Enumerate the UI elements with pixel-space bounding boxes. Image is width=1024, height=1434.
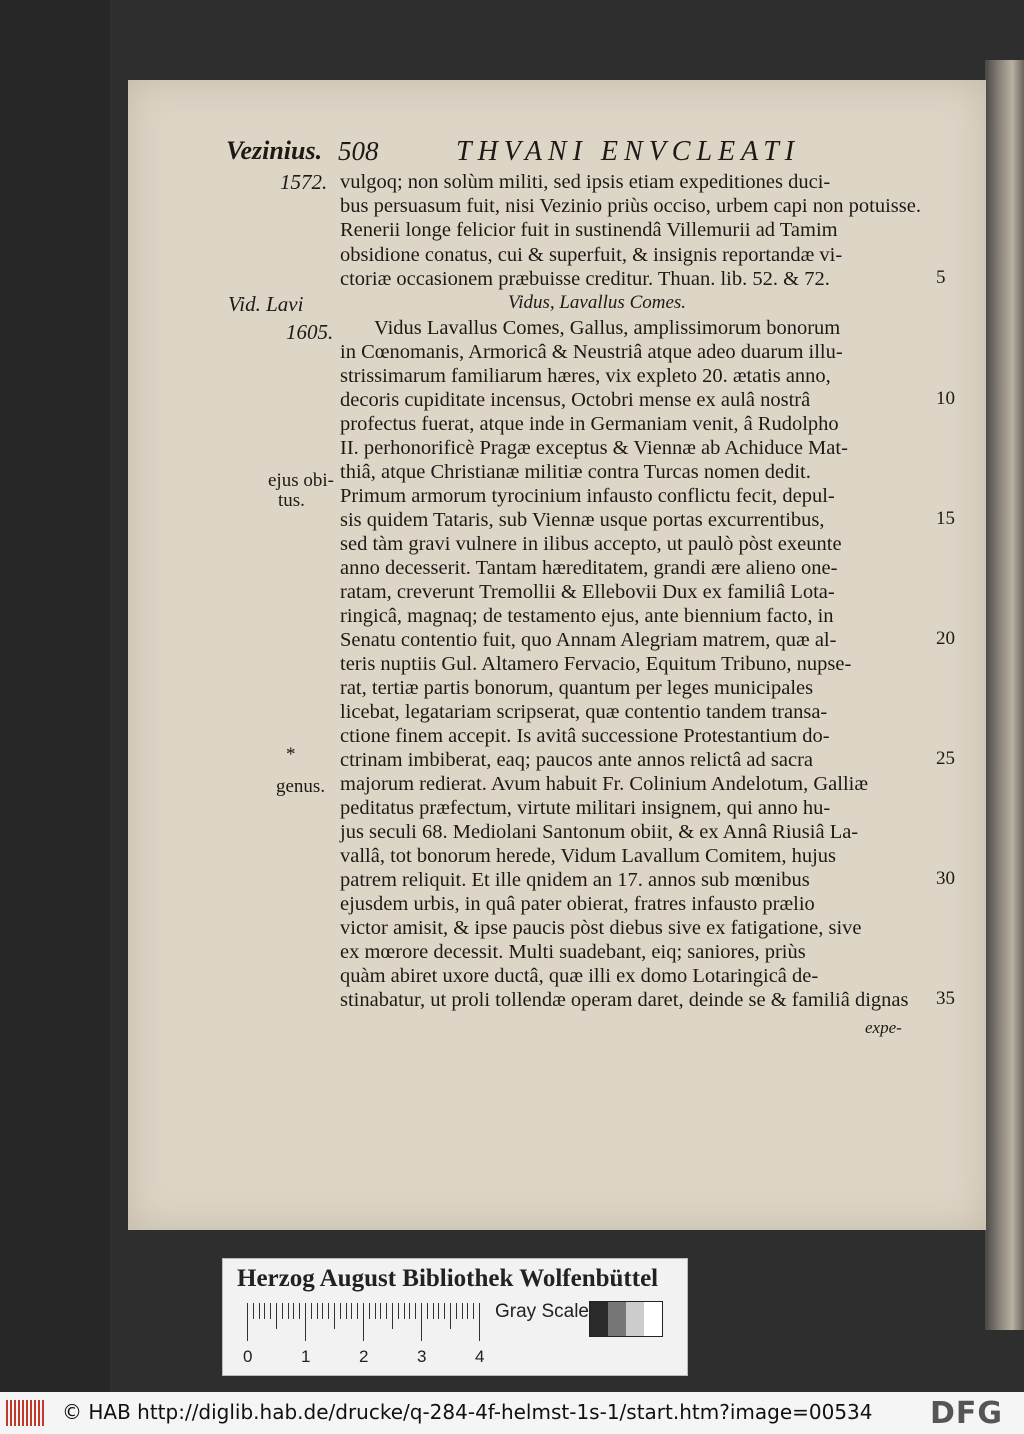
text-line: ex mœrore decessit. Multi suadebant, eiq; saniores, priùs	[340, 941, 806, 963]
line-number: 15	[936, 508, 955, 529]
ruler-tick	[311, 1303, 312, 1319]
gray-scale-swatch	[589, 1301, 663, 1337]
ruler-tick	[369, 1303, 370, 1319]
ruler-tick	[363, 1303, 364, 1341]
line-number: 25	[936, 748, 955, 769]
hab-logo-icon	[6, 1400, 44, 1426]
ruler-tick	[293, 1303, 294, 1319]
margin-note: *	[286, 744, 296, 765]
catchword: expe-	[865, 1018, 902, 1037]
book-page	[128, 80, 986, 1230]
text-line: strissimarum familiarum hæres, vix expleto 20. ætatis anno,	[340, 365, 831, 387]
ruler-number: 0	[243, 1347, 253, 1366]
text-line: decoris cupiditate incensus, Octobri mense ex aulâ nostrâ	[340, 389, 811, 411]
page-number: 508	[338, 136, 379, 166]
header-margin-note: Vezinius.	[226, 136, 323, 165]
ruler-tick	[288, 1303, 289, 1319]
text-line: sed tàm gravi vulnere in ilibus accepto, ut paulò pòst exeunte	[340, 533, 842, 555]
ruler-tick	[334, 1303, 335, 1329]
copyright-url[interactable]: © HAB http://diglib.hab.de/drucke/q-284-4f-helmst-1s-1/start.htm?image=00534	[62, 1400, 873, 1424]
ruler-tick	[456, 1303, 457, 1319]
ruler-tick	[317, 1303, 318, 1319]
ruler-tick	[346, 1303, 347, 1319]
margin-note: Vid. Lavi	[228, 292, 304, 316]
gray-scale-label: Gray Scale	[495, 1301, 589, 1322]
text-line: ringicâ, magnaq; de testamento ejus, ante biennium facto, in	[340, 605, 834, 627]
text-line: ctoriæ occasionem præbuisse creditur. Thuan. lib. 52. & 72.	[340, 268, 830, 290]
ruler-tick	[259, 1303, 260, 1319]
text-line: peditatus præfectum, virtute militari insignem, qui anno hu-	[340, 797, 831, 819]
library-color-label	[222, 1258, 688, 1376]
viewer-footer	[0, 1392, 1024, 1434]
dfg-logo: DFG	[930, 1396, 1004, 1431]
text-line: patrem reliquit. Et ille qnidem an 17. annos sub mœnibus	[340, 869, 810, 891]
text-line: Senatu contentio fuit, quo Annam Alegriam matrem, quæ al-	[340, 629, 837, 651]
ruler-tick	[450, 1303, 451, 1329]
text-line: obsidione conatus, cui & superfuit, & insignis reportandæ vi-	[340, 244, 843, 266]
text-line: stinabatur, ut proli tollendæ operam daret, deinde se & familiâ dignas	[340, 989, 909, 1011]
ruler-number: 4	[475, 1347, 485, 1366]
ruler-tick	[247, 1303, 248, 1341]
ruler-tick	[351, 1303, 352, 1319]
text-line: ejusdem urbis, in quâ pater obierat, fratres infausto prælio	[340, 893, 815, 915]
ruler-tick	[305, 1303, 306, 1341]
running-title: THVANI ENVCLEATI	[456, 136, 801, 167]
line-number: 35	[936, 988, 955, 1009]
ruler-tick	[473, 1303, 474, 1319]
ruler-tick	[357, 1303, 358, 1319]
line-number: 30	[936, 868, 955, 889]
ruler-tick	[375, 1303, 376, 1319]
ruler-number: 1	[301, 1347, 311, 1366]
text-line: licebat, legatariam scripserat, quæ contentio tandem transa-	[340, 701, 828, 723]
book-page-edges	[985, 60, 1024, 1330]
scan-left-edge	[0, 0, 110, 1392]
text-line: profectus fuerat, atque inde in Germaniam venit, â Rudolpho	[340, 413, 839, 435]
line-number: 20	[936, 628, 955, 649]
page-text-block	[128, 80, 986, 1230]
line-number: 5	[936, 267, 946, 288]
text-line: sis quidem Tataris, sub Viennæ usque portas excurrentibus,	[340, 509, 825, 531]
ruler-tick	[392, 1303, 393, 1329]
ruler-tick	[444, 1303, 445, 1319]
ruler-tick	[264, 1303, 265, 1319]
ruler-tick	[427, 1303, 428, 1319]
ruler-tick	[467, 1303, 468, 1319]
text-line: ctrinam imbiberat, eaq; paucos ante annos relictâ ad sacra	[340, 749, 813, 771]
text-line: teris nuptiis Gul. Altamero Fervacio, Equitum Tribuno, nupse-	[340, 653, 852, 675]
ruler-tick	[479, 1303, 480, 1341]
text-line: thiâ, atque Christianæ militiæ contra Turcas nomen dedit.	[340, 461, 811, 483]
ruler-tick	[340, 1303, 341, 1319]
ruler-tick	[253, 1303, 254, 1319]
text-line: vallâ, tot bonorum herede, Vidum Lavallum Comitem, hujus	[340, 845, 837, 867]
ruler-tick	[409, 1303, 410, 1319]
ruler-tick	[462, 1303, 463, 1319]
text-line: vulgoq; non solùm militi, sed ipsis etiam expeditiones duci-	[340, 171, 831, 193]
ruler-tick	[404, 1303, 405, 1319]
text-line: in Cœnomanis, Armoricâ & Neustriâ atque adeo duarum illu-	[340, 341, 843, 363]
library-name: Herzog August Bibliothek Wolfenbüttel	[237, 1265, 659, 1292]
ruler-tick	[415, 1303, 416, 1319]
text-line: II. perhonorificè Pragæ exceptus & Viennæ ab Achiduce Mat-	[340, 437, 848, 459]
ruler-number: 2	[359, 1347, 369, 1366]
text-line: jus seculi 68. Mediolani Santonum obiit, & ex Annâ Riusiâ La-	[340, 821, 859, 843]
ruler-tick	[276, 1303, 277, 1329]
ruler-tick	[282, 1303, 283, 1319]
margin-note: 1605.	[286, 320, 334, 344]
section-heading: Vidus, Lavallus Comes.	[508, 292, 687, 313]
ruler-tick	[421, 1303, 422, 1341]
text-line: rat, tertiæ partis bonorum, quantum per leges municipales	[340, 677, 814, 699]
text-line: Vidus Lavallus Comes, Gallus, amplissimorum bonorum	[374, 317, 841, 339]
margin-note: tus.	[278, 490, 305, 511]
ruler-tick	[386, 1303, 387, 1319]
text-line: ctione finem accepit. Is avitâ successione Protestantium do-	[340, 725, 830, 747]
scale-ruler	[243, 1303, 487, 1366]
line-number: 10	[936, 388, 955, 409]
text-line: victor amisit, & ipse paucis pòst diebus sive ex fatigatione, sive	[340, 917, 862, 939]
ruler-tick	[398, 1303, 399, 1319]
text-line: Renerii longe felicior fuit in sustinendâ Villemurii ad Tamim	[340, 219, 838, 241]
ruler-tick	[438, 1303, 439, 1319]
ruler-tick	[322, 1303, 323, 1319]
text-line: quàm abiret uxore ductâ, quæ illi ex domo Lotaringicâ de-	[340, 965, 819, 987]
text-line: Primum armorum tyrocinium infausto conflictu fecit, depul-	[340, 485, 835, 507]
margin-note: 1572.	[280, 170, 328, 194]
margin-note: genus.	[276, 776, 326, 797]
text-line: ratam, creverunt Tremollii & Ellebovii Dux ex familiâ Lota-	[340, 581, 835, 603]
ruler-tick	[270, 1303, 271, 1319]
text-line: anno decesserit. Tantam hæreditatem, grandi ære alieno one-	[340, 557, 838, 579]
text-line: majorum redierat. Avum habuit Fr. Colinium Andelotum, Galliæ	[340, 773, 869, 795]
text-line: bus persuasum fuit, nisi Vezinio priùs occiso, urbem capi non potuisse.	[340, 195, 921, 217]
ruler-tick	[328, 1303, 329, 1319]
ruler-tick	[380, 1303, 381, 1319]
ruler-number: 3	[417, 1347, 427, 1366]
margin-note: ejus obi-	[268, 470, 334, 491]
ruler-tick	[433, 1303, 434, 1319]
ruler-tick	[299, 1303, 300, 1319]
